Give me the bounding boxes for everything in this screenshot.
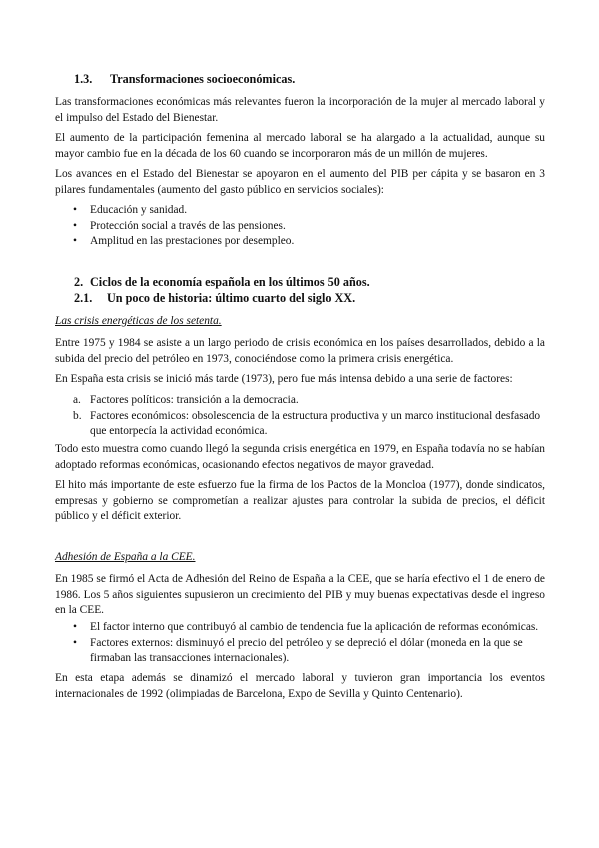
- list-item: • El factor interno que contribuyó al cambio de tendencia fue la aplicación de reformas económicas.: [55, 620, 545, 636]
- paragraph: Los avances en el Estado del Bienestar se apoyaron en el aumento del PIB per cápita y se basaron en 3 pilares fundamentales (aumento del gasto público en servicios sociales):: [55, 168, 545, 196]
- heading-title: Ciclos de la economía española en los últimos 50 años.: [90, 275, 370, 289]
- paragraph: Entre 1975 y 1984 se asiste a un largo periodo de crisis económica en los países desarrollados, debido a la subida del precio del petróleo en 1973, conociéndose como la primera crisis energética.: [55, 337, 545, 365]
- heading-2-1: [55, 291, 545, 307]
- lettered-list: [55, 393, 545, 440]
- list-item: a. Factores políticos: transición a la democracia.: [55, 393, 545, 409]
- paragraph: El hito más importante de este esfuerzo fue la firma de los Pactos de la Moncloa (1977), donde sindicatos, empresas y gobierno se comprometían a realizar ajustes para controlar la subida de precios, el déficit público y el déficit exterior.: [55, 479, 545, 522]
- heading-number: 2.: [74, 275, 84, 289]
- bullet-list: [55, 203, 545, 250]
- list-item: b. Factores económicos: obsolescencia de la estructura productiva y un marco institucional desfasado que entorpecía la actividad económica.: [73, 409, 541, 437]
- bullet-icon: •: [73, 621, 77, 633]
- bullet-icon: •: [73, 636, 77, 649]
- paragraph: En España esta crisis se inició más tarde (1973), pero fue más intensa debido a una serie de factores:: [55, 373, 513, 385]
- subsection-title: Adhesión de España a la CEE.: [55, 551, 196, 563]
- list-marker: b.: [73, 409, 82, 422]
- heading-2: [55, 275, 545, 291]
- subsection-title: Las crisis energéticas de los setenta.: [55, 315, 222, 327]
- paragraph: En 1985 se firmó el Acta de Adhesión del Reino de España a la CEE, que se haría efectivo el 1 de enero de 1986. Los 5 años siguientes supusieron un crecimiento del PIB y muy buenas expectativas desde el ingreso en la CEE.: [55, 573, 545, 616]
- heading-title: Transformaciones socioeconómicas.: [110, 72, 296, 86]
- heading-number: 1.3.: [74, 72, 93, 86]
- paragraph: Las transformaciones económicas más relevantes fueron la incorporación de la mujer al mercado laboral y el impulso del Estado del Bienestar.: [55, 96, 545, 124]
- bullet-icon: •: [73, 235, 77, 247]
- bullet-icon: •: [73, 204, 77, 216]
- list-item: • Amplitud en las prestaciones por desempleo.: [55, 234, 545, 250]
- list-item: • Protección social a través de las pensiones.: [55, 219, 545, 235]
- list-item: • Educación y sanidad.: [55, 203, 545, 219]
- paragraph: En esta etapa además se dinamizó el mercado laboral y tuvieron gran importancia los eventos internacionales de 1992 (olimpiadas de Barcelona, Expo de Sevilla y Quinto Centenario).: [55, 672, 545, 700]
- list-item: • Factores externos: disminuyó el precio del petróleo y se depreció el dólar (moneda en la que se firmaban las transacciones internacionales).: [73, 636, 523, 664]
- heading-1-3: [55, 72, 545, 88]
- bullet-icon: •: [73, 219, 77, 232]
- list-marker: a.: [73, 394, 81, 406]
- heading-number: 2.1.: [74, 291, 93, 305]
- heading-title: Un poco de historia: último cuarto del siglo XX.: [107, 291, 356, 305]
- paragraph: El aumento de la participación femenina al mercado laboral se ha alargado a la actualidad, aunque su mayor cambio fue en la década de los 60 cuando se incorporaron más de un millón de mujeres.: [55, 132, 545, 160]
- bullet-list: [55, 620, 545, 667]
- paragraph: Todo esto muestra como cuando llegó la segunda crisis energética en 1979, en España todavía no se habían adoptado reformas económicas, ocasionando efectos negativos de mayor gravedad.: [55, 443, 545, 471]
